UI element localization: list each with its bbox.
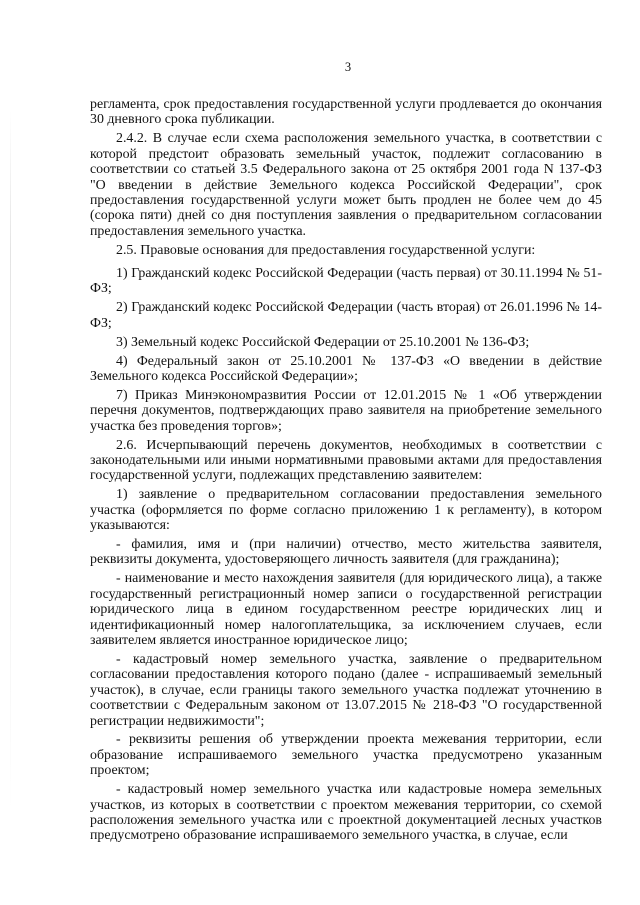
paragraph: 7) Приказ Минэкономразвития России от 12.01.2015 № 1 «Об утверждении перечня документов, подтверждающих право заявителя на приобретение земельного участка без проведения торгов»; <box>90 387 602 434</box>
paragraph: 2.4.2. В случае если схема расположения земельного участка, в соответствии с которой предстоит образовать земельный участок, подлежит согласованию в соответствии со статьей 3.5 Федерального закона от 25 октября 2001 года N 137-ФЗ "О введении в действие Земельного кодекса Российской Федерации", срок предоставления государственной услуги может быть продлен не более чем до 45 (сорока пяти) дней со дня поступления заявления о предварительном согласовании предоставления земельного участка. <box>90 131 602 239</box>
paragraph: - фамилия, имя и (при наличии) отчество, место жительства заявителя, реквизиты документа, удостоверяющего личность заявителя (для гражданина); <box>90 537 602 568</box>
paragraph: 1) заявление о предварительном согласовании предоставления земельного участка (оформляется по форме согласно приложению 1 к регламенту), в котором указываются: <box>90 487 602 534</box>
paragraph: - кадастровый номер земельного участка или кадастровые номера земельных участков, из которых в соответствии с проектом межевания территории, со схемой расположения земельного участка или с проектной документацией лесных участков предусмотрено образование испрашиваемого земельного участка, в случае, если <box>90 782 602 844</box>
paragraph: 2.5. Правовые основания для предоставления государственной услуги: <box>116 242 536 258</box>
paragraph: 4) Федеральный закон от 25.10.2001 № 137-ФЗ «О введении в действие Земельного кодекса Российской Федерации»; <box>90 353 602 384</box>
paragraph: 2.6. Исчерпывающий перечень документов, необходимых в соответствии с законодательными или иными нормативными правовыми актами для предоставления государственной услуги, подлежащих представлению заявителем: <box>90 437 602 484</box>
paragraph: 2) Гражданский кодекс Российской Федерации (часть вторая) от 26.01.1996 № 14-ФЗ; <box>90 300 602 331</box>
paragraph: регламента, срок предоставления государственной услуги продлевается до окончания 30 дневного срока публикации. <box>90 97 602 128</box>
paragraph: 3) Земельный кодекс Российской Федерации от 25.10.2001 № 136-ФЗ; <box>116 334 530 350</box>
scan-edge-artifact <box>10 110 11 810</box>
document-body <box>90 97 602 844</box>
paragraph: - реквизиты решения об утверждении проекта межевания территории, если образование испрашиваемого земельного участка предусмотрено указанным проектом; <box>90 732 602 779</box>
paragraph: - наименование и место нахождения заявителя (для юридического лица), а также государственный регистрационный номер записи о государственной регистрации юридического лица в едином государственном реестре юридических лиц и идентификационный номер налогоплательщика, за исключением случаев, если заявителем является иностранное юридическое лицо; <box>90 571 602 648</box>
paragraph: - кадастровый номер земельного участка, заявление о предварительном согласовании предоставления которого подано (далее - испрашиваемый земельный участок), в случае, если границы такого земельного участка подлежат уточнению в соответствии с Федеральным законом от 13.07.2015 № 218-ФЗ "О государственной регистрации недвижимости"; <box>90 651 602 729</box>
page-number: 3 <box>344 60 352 74</box>
paragraph: 1) Гражданский кодекс Российской Федерации (часть первая) от 30.11.1994 № 51-ФЗ; <box>90 266 602 297</box>
